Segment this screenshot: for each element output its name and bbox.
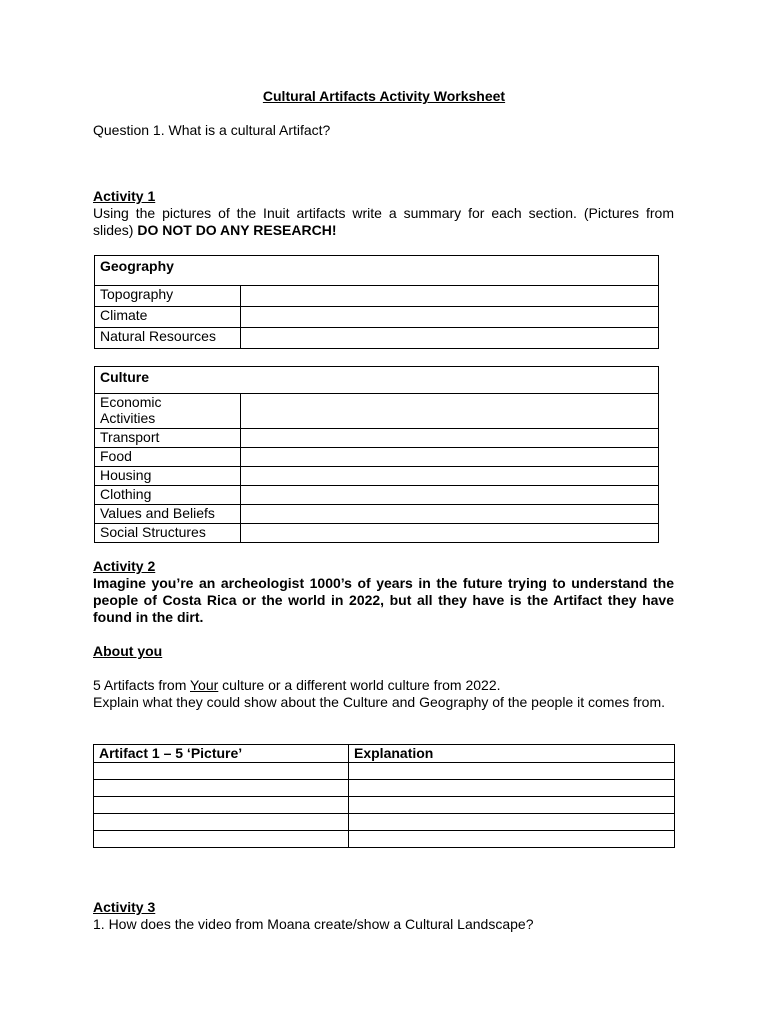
geography-row-label: Topography <box>95 286 241 307</box>
artifact-explanation-cell[interactable] <box>349 831 675 848</box>
culture-answer-cell[interactable] <box>241 429 659 448</box>
artifact-table-col1-header: Artifact 1 – 5 ‘Picture’ <box>94 745 349 763</box>
culture-table-header: Culture <box>95 367 659 394</box>
activity-1-instructions-text: Using the pictures of the Inuit artifacts write a summary for each section. (Pictures from slides) <box>93 205 674 238</box>
activity-3-question: 1. How does the video from Moana create/show a Cultural Landscape? <box>93 916 534 932</box>
geography-answer-cell[interactable] <box>241 286 659 307</box>
activity-2-prompt: Imagine you’re an archeologist 1000’s of years in the future trying to understand the people of Costa Rica or the world in 2022, but all they have is the Artifact they have found in the dirt. <box>93 575 674 625</box>
question-1: Question 1. What is a cultural Artifact? <box>93 122 331 138</box>
culture-table <box>94 366 659 543</box>
artifact-table <box>93 744 675 848</box>
geography-answer-cell[interactable] <box>241 307 659 328</box>
artifact-explanation-cell[interactable] <box>349 763 675 780</box>
about-you-heading: About you <box>93 643 163 659</box>
activity-1-heading: Activity 1 <box>93 188 156 204</box>
culture-row-label: Food <box>95 448 241 467</box>
geography-answer-cell[interactable] <box>241 328 659 349</box>
activity-3-heading: Activity 3 <box>93 899 156 915</box>
culture-row-label: Social Structures <box>95 524 241 543</box>
culture-row-label: Transport <box>95 429 241 448</box>
geography-table-header: Geography <box>95 256 659 286</box>
culture-row-label: Economic Activities <box>95 394 241 429</box>
artifacts-instruction-your: Your <box>190 677 219 693</box>
artifacts-instruction <box>93 677 501 694</box>
activity-1-instructions <box>93 205 674 239</box>
culture-row-label: Clothing <box>95 486 241 505</box>
artifact-explanation-cell[interactable] <box>349 797 675 814</box>
culture-answer-cell[interactable] <box>241 524 659 543</box>
culture-answer-cell[interactable] <box>241 394 659 429</box>
culture-row-label: Housing <box>95 467 241 486</box>
artifact-table-col2-header: Explanation <box>349 745 675 763</box>
culture-answer-cell[interactable] <box>241 486 659 505</box>
artifacts-instruction-post: culture or a different world culture from 2022. <box>218 677 501 693</box>
artifact-picture-cell[interactable] <box>94 763 349 780</box>
artifact-explanation-cell[interactable] <box>349 780 675 797</box>
activity-2-heading: Activity 2 <box>93 558 156 574</box>
worksheet-title: Cultural Artifacts Activity Worksheet <box>262 88 506 104</box>
explain-instruction: Explain what they could show about the Culture and Geography of the people it comes from. <box>93 694 666 710</box>
artifact-picture-cell[interactable] <box>94 797 349 814</box>
artifact-explanation-cell[interactable] <box>349 814 675 831</box>
artifact-picture-cell[interactable] <box>94 780 349 797</box>
activity-1-warning: DO NOT DO ANY RESEARCH! <box>137 222 337 238</box>
geography-table <box>94 255 659 349</box>
artifact-picture-cell[interactable] <box>94 831 349 848</box>
geography-row-label: Climate <box>95 307 241 328</box>
culture-answer-cell[interactable] <box>241 505 659 524</box>
culture-answer-cell[interactable] <box>241 448 659 467</box>
artifact-picture-cell[interactable] <box>94 814 349 831</box>
culture-row-label: Values and Beliefs <box>95 505 241 524</box>
geography-row-label: Natural Resources <box>95 328 241 349</box>
culture-answer-cell[interactable] <box>241 467 659 486</box>
artifacts-instruction-pre: 5 Artifacts from <box>93 677 190 693</box>
